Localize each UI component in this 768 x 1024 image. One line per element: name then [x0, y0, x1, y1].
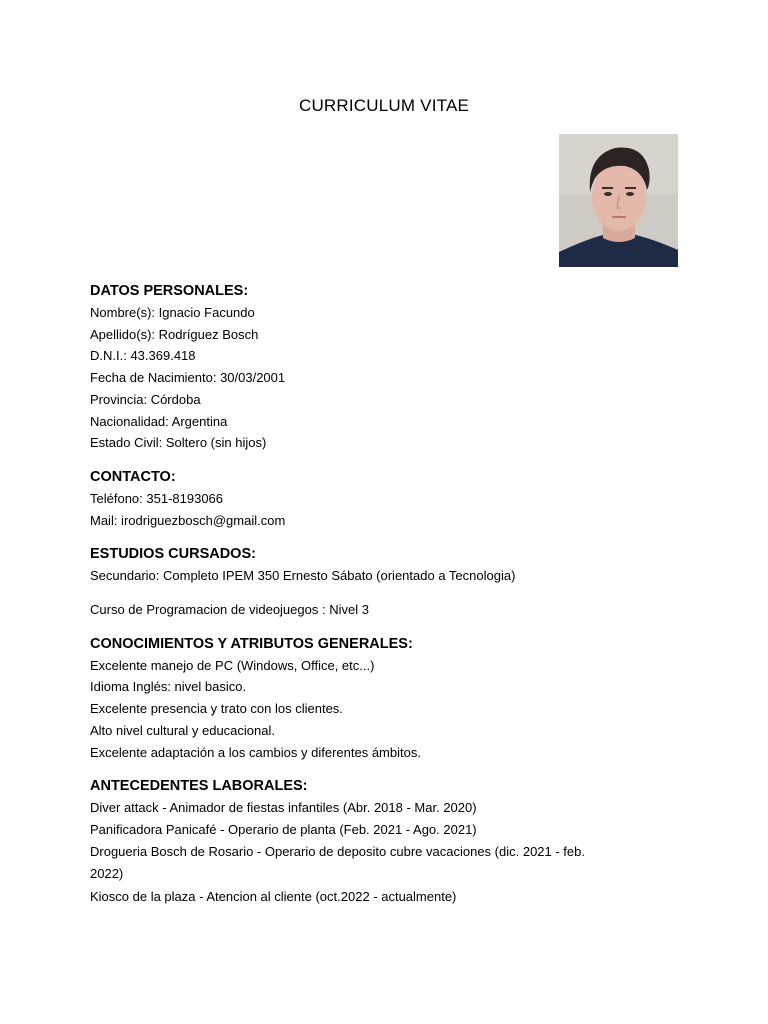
- personal-civil-status: Estado Civil: Soltero (sin hijos): [90, 435, 267, 451]
- personal-birthdate: Fecha de Nacimiento: 30/03/2001: [90, 370, 286, 386]
- profile-photo: [559, 134, 678, 267]
- work-item: Diver attack - Animador de fiestas infantiles (Abr. 2018 - Mar. 2020): [90, 800, 477, 816]
- personal-name: Nombre(s): Ignacio Facundo: [90, 305, 255, 320]
- skill-item: Excelente manejo de PC (Windows, Office, etc...): [90, 657, 375, 673]
- section-skills: [90, 633, 690, 764]
- section-heading-studies: ESTUDIOS CURSADOS:: [90, 546, 256, 563]
- section-contact: [90, 466, 690, 531]
- document-title: CURRICULUM VITAE: [298, 96, 470, 115]
- section-heading-skills: CONOCIMIENTOS Y ATRIBUTOS GENERALES:: [90, 635, 413, 652]
- skill-item: Idioma Inglés: nivel basico.: [90, 679, 247, 695]
- work-item: Panificadora Panicafé - Operario de planta (Feb. 2021 - Ago. 2021): [90, 821, 477, 837]
- section-heading-work: ANTECEDENTES LABORALES:: [90, 778, 308, 795]
- work-item: Drogueria Bosch de Rosario - Operario de deposito cubre vacaciones (dic. 2021 - feb. 2022): [90, 843, 585, 882]
- personal-nationality: Nacionalidad: Argentina: [90, 413, 228, 429]
- personal-dni: D.N.I.: 43.369.418: [90, 348, 196, 364]
- section-personal: [90, 280, 690, 454]
- skill-item: Alto nivel cultural y educacional.: [90, 722, 275, 738]
- skill-item: Excelente adaptación a los cambios y diferentes ámbitos.: [90, 744, 421, 760]
- studies-secondary: Secundario: Completo IPEM 350 Ernesto Sábato (orientado a Tecnologia): [90, 568, 516, 584]
- section-studies: [90, 543, 690, 620]
- contact-phone: Teléfono: 351-8193066: [90, 490, 224, 506]
- personal-surname: Apellido(s): Rodríguez Bosch: [90, 326, 259, 342]
- section-heading-contact: CONTACTO:: [90, 468, 176, 485]
- skill-item: Excelente presencia y trato con los clientes.: [90, 701, 343, 717]
- section-work: [90, 775, 690, 907]
- work-item: Kiosco de la plaza - Atencion al cliente (oct.2022 - actualmente): [90, 888, 457, 904]
- personal-province: Provincia: Córdoba: [90, 391, 201, 407]
- cv-content: [90, 280, 690, 907]
- contact-email: Mail: irodriguezbosch@gmail.com: [90, 512, 286, 528]
- studies-course: Curso de Programacion de videojuegos : Nivel 3: [90, 602, 369, 618]
- section-heading-personal: DATOS PERSONALES:: [90, 283, 249, 299]
